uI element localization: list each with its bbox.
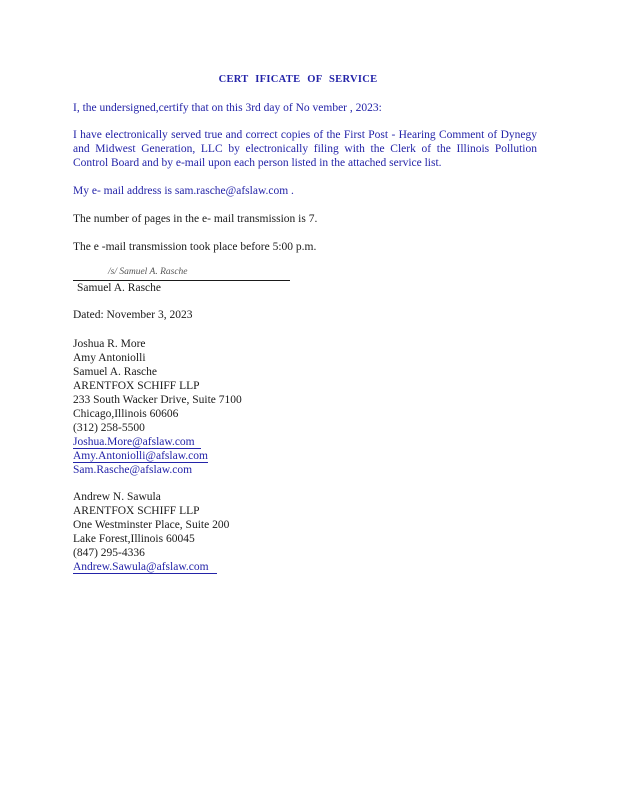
phone-number: (847) 295-4336	[73, 547, 145, 559]
city-state-zip: Lake Forest,Illinois 60045	[73, 533, 195, 545]
email-link[interactable]: Joshua.More@afslaw.com	[73, 436, 201, 449]
service-statement: I have electronically served true and correct copies of the First Post - Hearing Comment of Dynegy and Midwest Generation, LLC by electronically filing with the Clerk of the Illinois Pollution Control Board and by e-mail upon each person listed in the attached service list.	[73, 129, 537, 169]
email-address-statement: My e- mail address is sam.rasche@afslaw.com .	[73, 185, 294, 197]
counsel-block-2	[73, 490, 229, 574]
firm-name: ARENTFOX SCHIFF LLP	[73, 380, 200, 392]
counsel-name: Samuel A. Rasche	[73, 366, 157, 378]
email-link[interactable]: Andrew.Sawula@afslaw.com	[73, 561, 217, 574]
date-line: Dated: November 3, 2023	[73, 309, 193, 321]
street-address: One Westminster Place, Suite 200	[73, 519, 230, 531]
signature: /s/ Samuel A. Rasche	[108, 267, 188, 277]
phone-number: (312) 258-5500	[73, 422, 145, 434]
firm-name: ARENTFOX SCHIFF LLP	[73, 505, 200, 517]
signer-name: Samuel A. Rasche	[77, 282, 161, 294]
counsel-block-1	[73, 337, 242, 477]
document-title: CERT IFICATE OF SERVICE	[218, 74, 378, 85]
page-count-statement: The number of pages in the e- mail transmission is 7.	[73, 213, 318, 225]
email-link[interactable]: Amy.Antoniolli@afslaw.com	[73, 450, 208, 462]
counsel-name: Amy Antoniolli	[73, 352, 146, 364]
counsel-name: Andrew N. Sawula	[73, 491, 161, 503]
certification-intro: I, the undersigned,certify that on this 3rd day of No vember , 2023:	[73, 102, 382, 114]
street-address: 233 South Wacker Drive, Suite 7100	[73, 394, 242, 406]
city-state-zip: Chicago,Illinois 60606	[73, 408, 179, 420]
counsel-name: Joshua R. More	[73, 338, 146, 350]
transmission-time-statement: The e -mail transmission took place before 5:00 p.m.	[73, 241, 317, 253]
signature-line	[73, 280, 290, 281]
email-link[interactable]: Sam.Rasche@afslaw.com	[73, 464, 193, 476]
